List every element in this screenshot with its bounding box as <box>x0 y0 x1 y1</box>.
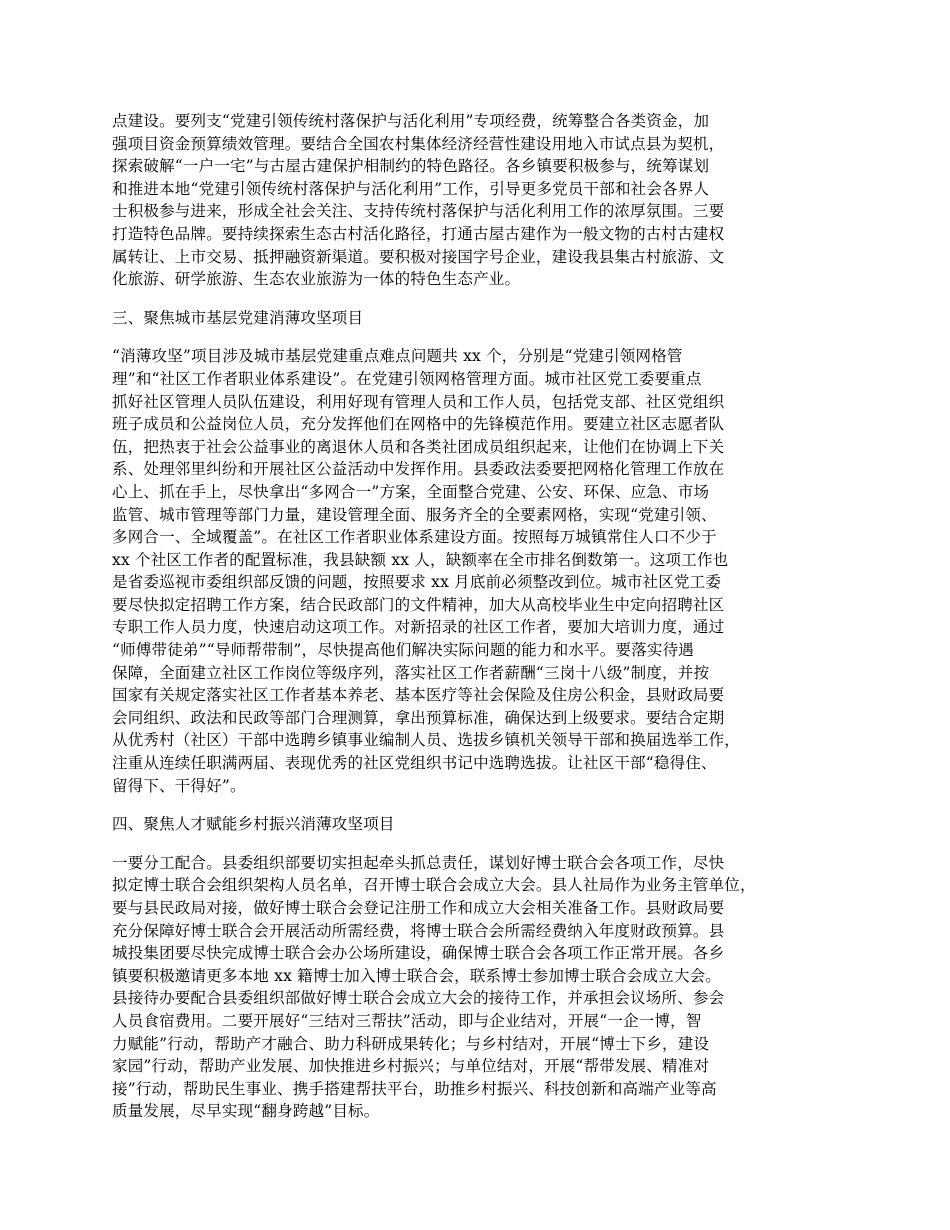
text-line: 班子成员和公益岗位人员，充分发挥他们在网格中的先锋模范作用。要建立社区志愿者队 <box>112 415 725 434</box>
text-line: 监管、城市管理等部门力量，建设管理全面、服务齐全的全要素网格，实现“党建引领、 <box>112 505 717 524</box>
text-line: 人员食宿费用。二要开展好“三结对三帮扶”活动，即与企业结对，开展“一企一博，智 <box>112 1011 702 1030</box>
text-line: 国家有关规定落实社区工作者基本养老、基本医疗等社会保险及住房公积金，县财政局要 <box>112 686 725 705</box>
section-heading-4: 四、聚焦人才赋能乡村振兴消薄攻坚项目 <box>112 815 395 834</box>
text-line: 化旅游、研学旅游、生态农业旅游为一体的特色生态产业。 <box>112 270 521 289</box>
paragraph-2 <box>112 345 842 797</box>
text-line: 注重从连续任职满两届、表现优秀的社区党组织书记中选聘选拔。让社区干部“稳得住、 <box>112 754 717 773</box>
paragraph-1 <box>112 110 842 291</box>
section-heading-3: 三、聚焦城市基层党建消薄攻坚项目 <box>112 308 364 327</box>
text-line: 打造特色品牌。要持续探索生态古村活化路径，打通古屋古建作为一般文物的古村古建权 <box>112 224 725 243</box>
text-line: “师傅带徒弟”“导师帮带制”，尽快提高他们解决实际问题的能力和水平。要落实待遇 <box>112 641 694 660</box>
text-line: 多网合一、全域覆盖”。在社区工作者职业体系建设方面。按照每万城镇常住人口不少于 <box>112 528 717 547</box>
text-line: xx 个社区工作者的配置标准，我县缺额 xx 人，缺额率在全市排名倒数第一。这项工作也 <box>112 550 729 569</box>
text-line: 拟定博士联合会组织架构人员名单，召开博士联合会成立大会。县人社局作为业务主管单位， <box>112 876 756 895</box>
text-line: 要与县民政局对接，做好博士联合会登记注册工作和成立大会相关准备工作。县财政局要 <box>112 899 725 917</box>
text-line: 点建设。要列支“党建引领传统村落保护与活化利用”专项经费，统筹整合各类资金，加 <box>112 112 710 130</box>
text-line: 心上、抓在手上，尽快拿出“多网合一”方案，全面整合党建、公安、环保、应急、市场 <box>112 482 710 501</box>
text-line: 专职工作人员力度，快速启动这项工作。对新招录的社区工作者，要加大培训力度，通过 <box>112 618 725 637</box>
text-line: “消薄攻坚”项目涉及城市基层党建重点难点问题共 xx 个，分别是“党建引领网格管 <box>112 347 683 366</box>
text-line: 县接待办要配合县委组织部做好博士联合会成立大会的接待工作，并承担会议场所、参会 <box>112 989 725 1008</box>
text-line: 伍，把热衷于社会公益事业的离退休人员和各类社团成员组织起来，让他们在协调上下关 <box>112 437 725 456</box>
text-line: 从优秀村（社区）干部中选聘乡镇事业编制人员、选拔乡镇机关领导干部和换届选举工作， <box>112 731 741 750</box>
text-line: 镇要积极邀请更多本地 xx 籍博士加入博士联合会，联系博士参加博士联合会成立大会。 <box>112 966 722 985</box>
text-line: 接”行动，帮助民生事业、携手搭建帮扶平台，助推乡村振兴、科技创新和高端产业等高 <box>112 1079 717 1098</box>
text-line: 属转让、上市交易、抵押融资新渠道。要积极对接国字号企业，建设我县集古村旅游、文 <box>112 247 725 266</box>
text-line: 充分保障好博士联合会开展活动所需经费，将博士联合会所需经费纳入年度财政预算。县 <box>112 921 725 940</box>
text-line: 和推进本地“党建引领传统村落保护与活化利用”工作，引导更多党员干部和社会各界人 <box>112 179 710 198</box>
text-line: 理”和“社区工作者职业体系建设”。在党建引领网格管理方面。城市社区党工委要重点 <box>112 369 702 388</box>
paragraph-3 <box>112 852 842 1123</box>
text-line: 家园”行动，帮助产业发展、加快推进乡村振兴；与单位结对，开展“帮带发展、精准对 <box>112 1057 710 1076</box>
text-line: 留得下、干得好”。 <box>112 776 246 795</box>
text-line: 强项目资金预算绩效管理。要结合全国农村集体经济经营性建设用地入市试点县为契机， <box>112 134 725 153</box>
text-line: 系、处理邻里纠纷和开展社区公益活动中发挥作用。县委政法委要把网格化管理工作放在 <box>112 460 725 479</box>
document-page <box>112 110 842 1123</box>
text-line: 一要分工配合。县委组织部要切实担起牵头抓总责任，谋划好博士联合会各项工作，尽快 <box>112 853 725 872</box>
text-line: 要尽快拟定招聘工作方案，结合民政部门的文件精神，加大从高校毕业生中定向招聘社区 <box>112 595 725 614</box>
text-line: 力赋能”行动，帮助产才融合、助力科研成果转化；与乡村结对，开展“博士下乡，建设 <box>112 1034 710 1053</box>
text-line: 抓好社区管理人员队伍建设，利用好现有管理人员和工作人员，包括党支部、社区党组织 <box>112 392 725 411</box>
text-line: 城投集团要尽快完成博士联合会办公场所建设，确保博士联合会各项工作正常开展。各乡 <box>112 944 725 963</box>
text-line: 保障，全面建立社区工作岗位等级序列，落实社区工作者薪酬“三岗十八级”制度，并按 <box>112 663 710 682</box>
text-line: 质量发展，尽早实现“翻身跨越”目标。 <box>112 1102 380 1121</box>
text-line: 探索破解“一户一宅”与古屋古建保护相制约的特色路径。各乡镇要积极参与，统筹谋划 <box>112 157 710 176</box>
text-line: 是省委巡视市委组织部反馈的问题，按照要求 xx 月底前必须整改到位。城市社区党工委 <box>112 573 722 592</box>
text-line: 会同组织、政法和民政等部门合理测算，拿出预算标准，确保达到上级要求。要结合定期 <box>112 708 725 727</box>
text-line: 士积极参与进来，形成全社会关注、支持传统村落保护与活化利用工作的浓厚氛围。三要 <box>112 202 725 221</box>
